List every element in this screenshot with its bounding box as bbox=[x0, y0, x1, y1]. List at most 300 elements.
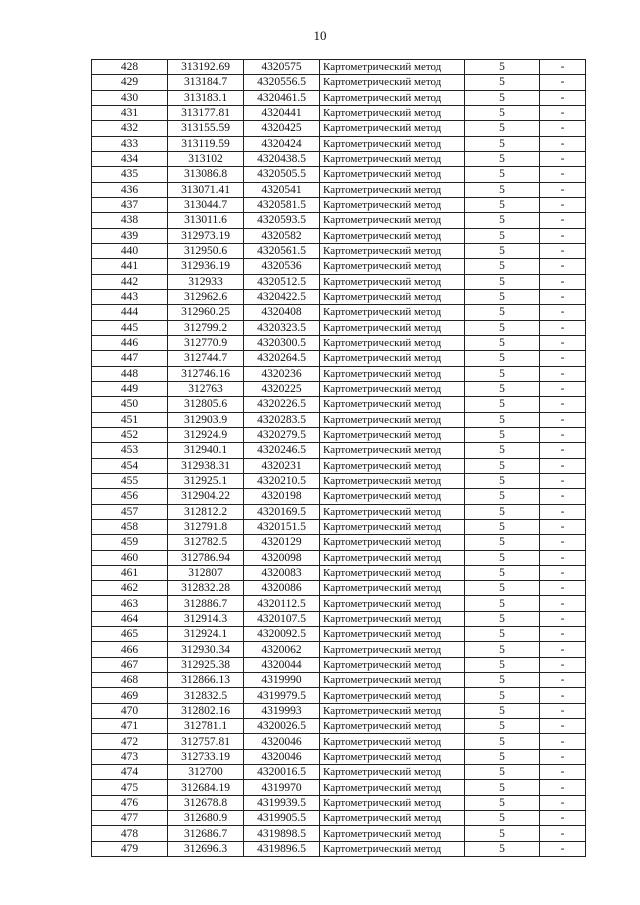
extra-cell: - bbox=[540, 121, 586, 136]
point-number-cell: 458 bbox=[92, 519, 168, 534]
method-cell: Картометрический метод bbox=[320, 366, 465, 381]
table-row bbox=[92, 335, 586, 350]
method-cell: Картометрический метод bbox=[320, 489, 465, 504]
accuracy-cell: 5 bbox=[465, 473, 540, 488]
extra-cell: - bbox=[540, 596, 586, 611]
table-row bbox=[92, 458, 586, 473]
table-row bbox=[92, 550, 586, 565]
x-coordinate-cell: 312678.8 bbox=[168, 795, 244, 810]
method-cell: Картометрический метод bbox=[320, 259, 465, 274]
x-coordinate-cell: 312805.6 bbox=[168, 397, 244, 412]
y-coordinate-cell: 4320593.5 bbox=[244, 213, 320, 228]
y-coordinate-cell: 4320283.5 bbox=[244, 412, 320, 427]
table-row bbox=[92, 228, 586, 243]
method-cell: Картометрический метод bbox=[320, 213, 465, 228]
method-cell: Картометрический метод bbox=[320, 243, 465, 258]
table-row bbox=[92, 274, 586, 289]
y-coordinate-cell: 4319979.5 bbox=[244, 688, 320, 703]
extra-cell: - bbox=[540, 657, 586, 672]
table-row bbox=[92, 366, 586, 381]
x-coordinate-cell: 313102 bbox=[168, 151, 244, 166]
x-coordinate-cell: 313192.69 bbox=[168, 60, 244, 75]
x-coordinate-cell: 313183.1 bbox=[168, 90, 244, 105]
table-row bbox=[92, 427, 586, 442]
x-coordinate-cell: 313155.59 bbox=[168, 121, 244, 136]
y-coordinate-cell: 4320112.5 bbox=[244, 596, 320, 611]
extra-cell: - bbox=[540, 136, 586, 151]
x-coordinate-cell: 312903.9 bbox=[168, 412, 244, 427]
y-coordinate-cell: 4320198 bbox=[244, 489, 320, 504]
y-coordinate-cell: 4319990 bbox=[244, 673, 320, 688]
table-row bbox=[92, 627, 586, 642]
table-row bbox=[92, 749, 586, 764]
accuracy-cell: 5 bbox=[465, 121, 540, 136]
extra-cell: - bbox=[540, 167, 586, 182]
x-coordinate-cell: 313177.81 bbox=[168, 105, 244, 120]
extra-cell: - bbox=[540, 412, 586, 427]
y-coordinate-cell: 4320086 bbox=[244, 581, 320, 596]
y-coordinate-cell: 4320561.5 bbox=[244, 243, 320, 258]
table-row bbox=[92, 734, 586, 749]
x-coordinate-cell: 312782.5 bbox=[168, 535, 244, 550]
extra-cell: - bbox=[540, 60, 586, 75]
table-row bbox=[92, 611, 586, 626]
extra-cell: - bbox=[540, 182, 586, 197]
y-coordinate-cell: 4320062 bbox=[244, 642, 320, 657]
table-row bbox=[92, 243, 586, 258]
y-coordinate-cell: 4320541 bbox=[244, 182, 320, 197]
point-number-cell: 464 bbox=[92, 611, 168, 626]
y-coordinate-cell: 4320300.5 bbox=[244, 335, 320, 350]
method-cell: Картометрический метод bbox=[320, 719, 465, 734]
x-coordinate-cell: 312781.1 bbox=[168, 719, 244, 734]
extra-cell: - bbox=[540, 213, 586, 228]
method-cell: Картометрический метод bbox=[320, 289, 465, 304]
point-number-cell: 463 bbox=[92, 596, 168, 611]
method-cell: Картометрический метод bbox=[320, 519, 465, 534]
point-number-cell: 437 bbox=[92, 197, 168, 212]
x-coordinate-cell: 312960.25 bbox=[168, 305, 244, 320]
extra-cell: - bbox=[540, 228, 586, 243]
y-coordinate-cell: 4320236 bbox=[244, 366, 320, 381]
x-coordinate-cell: 312684.19 bbox=[168, 780, 244, 795]
table-row bbox=[92, 136, 586, 151]
point-number-cell: 454 bbox=[92, 458, 168, 473]
extra-cell: - bbox=[540, 550, 586, 565]
point-number-cell: 445 bbox=[92, 320, 168, 335]
accuracy-cell: 5 bbox=[465, 182, 540, 197]
table-row bbox=[92, 795, 586, 810]
y-coordinate-cell: 4320575 bbox=[244, 60, 320, 75]
extra-cell: - bbox=[540, 458, 586, 473]
table-row bbox=[92, 397, 586, 412]
y-coordinate-cell: 4320210.5 bbox=[244, 473, 320, 488]
table-row bbox=[92, 90, 586, 105]
y-coordinate-cell: 4320536 bbox=[244, 259, 320, 274]
table-row bbox=[92, 473, 586, 488]
table-row bbox=[92, 719, 586, 734]
extra-cell: - bbox=[540, 473, 586, 488]
x-coordinate-cell: 312904.22 bbox=[168, 489, 244, 504]
point-number-cell: 476 bbox=[92, 795, 168, 810]
x-coordinate-cell: 313184.7 bbox=[168, 75, 244, 90]
method-cell: Картометрический метод bbox=[320, 565, 465, 580]
y-coordinate-cell: 4320461.5 bbox=[244, 90, 320, 105]
accuracy-cell: 5 bbox=[465, 489, 540, 504]
table-row bbox=[92, 565, 586, 580]
accuracy-cell: 5 bbox=[465, 611, 540, 626]
y-coordinate-cell: 4319970 bbox=[244, 780, 320, 795]
y-coordinate-cell: 4320424 bbox=[244, 136, 320, 151]
accuracy-cell: 5 bbox=[465, 167, 540, 182]
table-row bbox=[92, 642, 586, 657]
table-row bbox=[92, 581, 586, 596]
method-cell: Картометрический метод bbox=[320, 228, 465, 243]
table-row bbox=[92, 289, 586, 304]
method-cell: Картометрический метод bbox=[320, 535, 465, 550]
method-cell: Картометрический метод bbox=[320, 274, 465, 289]
point-number-cell: 428 bbox=[92, 60, 168, 75]
x-coordinate-cell: 312746.16 bbox=[168, 366, 244, 381]
extra-cell: - bbox=[540, 703, 586, 718]
coordinates-table-body bbox=[92, 60, 586, 857]
point-number-cell: 441 bbox=[92, 259, 168, 274]
point-number-cell: 461 bbox=[92, 565, 168, 580]
x-coordinate-cell: 312924.1 bbox=[168, 627, 244, 642]
extra-cell: - bbox=[540, 320, 586, 335]
accuracy-cell: 5 bbox=[465, 366, 540, 381]
accuracy-cell: 5 bbox=[465, 765, 540, 780]
point-number-cell: 438 bbox=[92, 213, 168, 228]
table-row bbox=[92, 673, 586, 688]
accuracy-cell: 5 bbox=[465, 826, 540, 841]
accuracy-cell: 5 bbox=[465, 657, 540, 672]
x-coordinate-cell: 313011.6 bbox=[168, 213, 244, 228]
point-number-cell: 472 bbox=[92, 734, 168, 749]
x-coordinate-cell: 312940.1 bbox=[168, 443, 244, 458]
point-number-cell: 455 bbox=[92, 473, 168, 488]
accuracy-cell: 5 bbox=[465, 274, 540, 289]
accuracy-cell: 5 bbox=[465, 535, 540, 550]
x-coordinate-cell: 312936.19 bbox=[168, 259, 244, 274]
extra-cell: - bbox=[540, 504, 586, 519]
method-cell: Картометрический метод bbox=[320, 826, 465, 841]
extra-cell: - bbox=[540, 627, 586, 642]
point-number-cell: 450 bbox=[92, 397, 168, 412]
extra-cell: - bbox=[540, 535, 586, 550]
extra-cell: - bbox=[540, 795, 586, 810]
x-coordinate-cell: 313044.7 bbox=[168, 197, 244, 212]
y-coordinate-cell: 4320016.5 bbox=[244, 765, 320, 780]
extra-cell: - bbox=[540, 443, 586, 458]
extra-cell: - bbox=[540, 381, 586, 396]
x-coordinate-cell: 313119.59 bbox=[168, 136, 244, 151]
accuracy-cell: 5 bbox=[465, 75, 540, 90]
x-coordinate-cell: 312914.3 bbox=[168, 611, 244, 626]
y-coordinate-cell: 4319993 bbox=[244, 703, 320, 718]
point-number-cell: 430 bbox=[92, 90, 168, 105]
x-coordinate-cell: 312786.94 bbox=[168, 550, 244, 565]
table-row bbox=[92, 765, 586, 780]
point-number-cell: 431 bbox=[92, 105, 168, 120]
table-row bbox=[92, 121, 586, 136]
accuracy-cell: 5 bbox=[465, 90, 540, 105]
accuracy-cell: 5 bbox=[465, 320, 540, 335]
extra-cell: - bbox=[540, 397, 586, 412]
point-number-cell: 453 bbox=[92, 443, 168, 458]
point-number-cell: 439 bbox=[92, 228, 168, 243]
x-coordinate-cell: 312925.1 bbox=[168, 473, 244, 488]
method-cell: Картометрический метод bbox=[320, 811, 465, 826]
accuracy-cell: 5 bbox=[465, 519, 540, 534]
x-coordinate-cell: 312925.38 bbox=[168, 657, 244, 672]
method-cell: Картометрический метод bbox=[320, 673, 465, 688]
table-row bbox=[92, 841, 586, 856]
point-number-cell: 446 bbox=[92, 335, 168, 350]
method-cell: Картометрический метод bbox=[320, 60, 465, 75]
extra-cell: - bbox=[540, 351, 586, 366]
y-coordinate-cell: 4320556.5 bbox=[244, 75, 320, 90]
method-cell: Картометрический метод bbox=[320, 642, 465, 657]
method-cell: Картометрический метод bbox=[320, 596, 465, 611]
x-coordinate-cell: 312812.2 bbox=[168, 504, 244, 519]
method-cell: Картометрический метод bbox=[320, 458, 465, 473]
point-number-cell: 451 bbox=[92, 412, 168, 427]
extra-cell: - bbox=[540, 673, 586, 688]
x-coordinate-cell: 312832.5 bbox=[168, 688, 244, 703]
accuracy-cell: 5 bbox=[465, 749, 540, 764]
coordinates-table bbox=[91, 59, 586, 857]
method-cell: Картометрический метод bbox=[320, 412, 465, 427]
accuracy-cell: 5 bbox=[465, 427, 540, 442]
accuracy-cell: 5 bbox=[465, 136, 540, 151]
y-coordinate-cell: 4320046 bbox=[244, 749, 320, 764]
table-row bbox=[92, 811, 586, 826]
method-cell: Картометрический метод bbox=[320, 627, 465, 642]
accuracy-cell: 5 bbox=[465, 197, 540, 212]
method-cell: Картометрический метод bbox=[320, 473, 465, 488]
point-number-cell: 444 bbox=[92, 305, 168, 320]
table-row bbox=[92, 305, 586, 320]
method-cell: Картометрический метод bbox=[320, 611, 465, 626]
method-cell: Картометрический метод bbox=[320, 841, 465, 856]
point-number-cell: 477 bbox=[92, 811, 168, 826]
y-coordinate-cell: 4320438.5 bbox=[244, 151, 320, 166]
table-row bbox=[92, 259, 586, 274]
point-number-cell: 470 bbox=[92, 703, 168, 718]
point-number-cell: 462 bbox=[92, 581, 168, 596]
method-cell: Картометрический метод bbox=[320, 182, 465, 197]
y-coordinate-cell: 4320512.5 bbox=[244, 274, 320, 289]
y-coordinate-cell: 4320246.5 bbox=[244, 443, 320, 458]
table-row bbox=[92, 596, 586, 611]
point-number-cell: 429 bbox=[92, 75, 168, 90]
point-number-cell: 447 bbox=[92, 351, 168, 366]
y-coordinate-cell: 4320425 bbox=[244, 121, 320, 136]
x-coordinate-cell: 313086.8 bbox=[168, 167, 244, 182]
extra-cell: - bbox=[540, 259, 586, 274]
extra-cell: - bbox=[540, 105, 586, 120]
extra-cell: - bbox=[540, 274, 586, 289]
table-row bbox=[92, 443, 586, 458]
y-coordinate-cell: 4319898.5 bbox=[244, 826, 320, 841]
x-coordinate-cell: 312930.34 bbox=[168, 642, 244, 657]
accuracy-cell: 5 bbox=[465, 627, 540, 642]
x-coordinate-cell: 313071.41 bbox=[168, 182, 244, 197]
accuracy-cell: 5 bbox=[465, 335, 540, 350]
method-cell: Картометрический метод bbox=[320, 795, 465, 810]
method-cell: Картометрический метод bbox=[320, 197, 465, 212]
y-coordinate-cell: 4320279.5 bbox=[244, 427, 320, 442]
x-coordinate-cell: 312770.9 bbox=[168, 335, 244, 350]
point-number-cell: 466 bbox=[92, 642, 168, 657]
extra-cell: - bbox=[540, 366, 586, 381]
x-coordinate-cell: 312733.19 bbox=[168, 749, 244, 764]
x-coordinate-cell: 312807 bbox=[168, 565, 244, 580]
y-coordinate-cell: 4320231 bbox=[244, 458, 320, 473]
point-number-cell: 474 bbox=[92, 765, 168, 780]
x-coordinate-cell: 312962.6 bbox=[168, 289, 244, 304]
y-coordinate-cell: 4320169.5 bbox=[244, 504, 320, 519]
point-number-cell: 478 bbox=[92, 826, 168, 841]
extra-cell: - bbox=[540, 688, 586, 703]
point-number-cell: 473 bbox=[92, 749, 168, 764]
method-cell: Картометрический метод bbox=[320, 581, 465, 596]
y-coordinate-cell: 4320505.5 bbox=[244, 167, 320, 182]
extra-cell: - bbox=[540, 519, 586, 534]
method-cell: Картометрический метод bbox=[320, 550, 465, 565]
table-row bbox=[92, 60, 586, 75]
table-row bbox=[92, 197, 586, 212]
method-cell: Картометрический метод bbox=[320, 151, 465, 166]
y-coordinate-cell: 4320107.5 bbox=[244, 611, 320, 626]
y-coordinate-cell: 4320098 bbox=[244, 550, 320, 565]
point-number-cell: 435 bbox=[92, 167, 168, 182]
method-cell: Картометрический метод bbox=[320, 136, 465, 151]
accuracy-cell: 5 bbox=[465, 688, 540, 703]
point-number-cell: 442 bbox=[92, 274, 168, 289]
table-row bbox=[92, 780, 586, 795]
extra-cell: - bbox=[540, 305, 586, 320]
accuracy-cell: 5 bbox=[465, 811, 540, 826]
accuracy-cell: 5 bbox=[465, 596, 540, 611]
accuracy-cell: 5 bbox=[465, 673, 540, 688]
extra-cell: - bbox=[540, 75, 586, 90]
y-coordinate-cell: 4320582 bbox=[244, 228, 320, 243]
point-number-cell: 479 bbox=[92, 841, 168, 856]
accuracy-cell: 5 bbox=[465, 305, 540, 320]
table-row bbox=[92, 105, 586, 120]
method-cell: Картометрический метод bbox=[320, 105, 465, 120]
accuracy-cell: 5 bbox=[465, 443, 540, 458]
x-coordinate-cell: 312757.81 bbox=[168, 734, 244, 749]
table-row bbox=[92, 213, 586, 228]
accuracy-cell: 5 bbox=[465, 259, 540, 274]
x-coordinate-cell: 312799.2 bbox=[168, 320, 244, 335]
method-cell: Картометрический метод bbox=[320, 780, 465, 795]
table-row bbox=[92, 703, 586, 718]
y-coordinate-cell: 4320083 bbox=[244, 565, 320, 580]
point-number-cell: 468 bbox=[92, 673, 168, 688]
y-coordinate-cell: 4320129 bbox=[244, 535, 320, 550]
extra-cell: - bbox=[540, 611, 586, 626]
accuracy-cell: 5 bbox=[465, 381, 540, 396]
method-cell: Картометрический метод bbox=[320, 335, 465, 350]
accuracy-cell: 5 bbox=[465, 243, 540, 258]
point-number-cell: 433 bbox=[92, 136, 168, 151]
method-cell: Картометрический метод bbox=[320, 305, 465, 320]
point-number-cell: 467 bbox=[92, 657, 168, 672]
point-number-cell: 432 bbox=[92, 121, 168, 136]
table-row bbox=[92, 167, 586, 182]
extra-cell: - bbox=[540, 489, 586, 504]
table-row bbox=[92, 412, 586, 427]
table-row bbox=[92, 535, 586, 550]
y-coordinate-cell: 4320151.5 bbox=[244, 519, 320, 534]
method-cell: Картометрический метод bbox=[320, 351, 465, 366]
y-coordinate-cell: 4319896.5 bbox=[244, 841, 320, 856]
x-coordinate-cell: 312973.19 bbox=[168, 228, 244, 243]
method-cell: Картометрический метод bbox=[320, 443, 465, 458]
y-coordinate-cell: 4319905.5 bbox=[244, 811, 320, 826]
y-coordinate-cell: 4320092.5 bbox=[244, 627, 320, 642]
method-cell: Картометрический метод bbox=[320, 320, 465, 335]
table-row bbox=[92, 489, 586, 504]
method-cell: Картометрический метод bbox=[320, 90, 465, 105]
extra-cell: - bbox=[540, 780, 586, 795]
accuracy-cell: 5 bbox=[465, 719, 540, 734]
accuracy-cell: 5 bbox=[465, 351, 540, 366]
extra-cell: - bbox=[540, 90, 586, 105]
point-number-cell: 475 bbox=[92, 780, 168, 795]
extra-cell: - bbox=[540, 197, 586, 212]
accuracy-cell: 5 bbox=[465, 642, 540, 657]
extra-cell: - bbox=[540, 811, 586, 826]
y-coordinate-cell: 4320323.5 bbox=[244, 320, 320, 335]
x-coordinate-cell: 312744.7 bbox=[168, 351, 244, 366]
x-coordinate-cell: 312686.7 bbox=[168, 826, 244, 841]
accuracy-cell: 5 bbox=[465, 458, 540, 473]
accuracy-cell: 5 bbox=[465, 550, 540, 565]
accuracy-cell: 5 bbox=[465, 565, 540, 580]
point-number-cell: 448 bbox=[92, 366, 168, 381]
table-row bbox=[92, 826, 586, 841]
y-coordinate-cell: 4320264.5 bbox=[244, 351, 320, 366]
x-coordinate-cell: 312832.28 bbox=[168, 581, 244, 596]
point-number-cell: 460 bbox=[92, 550, 168, 565]
y-coordinate-cell: 4320046 bbox=[244, 734, 320, 749]
point-number-cell: 436 bbox=[92, 182, 168, 197]
table-row bbox=[92, 519, 586, 534]
extra-cell: - bbox=[540, 335, 586, 350]
accuracy-cell: 5 bbox=[465, 397, 540, 412]
table-row bbox=[92, 381, 586, 396]
method-cell: Картометрический метод bbox=[320, 749, 465, 764]
y-coordinate-cell: 4320408 bbox=[244, 305, 320, 320]
point-number-cell: 471 bbox=[92, 719, 168, 734]
extra-cell: - bbox=[540, 765, 586, 780]
point-number-cell: 459 bbox=[92, 535, 168, 550]
y-coordinate-cell: 4320226.5 bbox=[244, 397, 320, 412]
accuracy-cell: 5 bbox=[465, 105, 540, 120]
method-cell: Картометрический метод bbox=[320, 734, 465, 749]
x-coordinate-cell: 312933 bbox=[168, 274, 244, 289]
extra-cell: - bbox=[540, 749, 586, 764]
method-cell: Картометрический метод bbox=[320, 167, 465, 182]
y-coordinate-cell: 4320422.5 bbox=[244, 289, 320, 304]
x-coordinate-cell: 312866.13 bbox=[168, 673, 244, 688]
y-coordinate-cell: 4320225 bbox=[244, 381, 320, 396]
